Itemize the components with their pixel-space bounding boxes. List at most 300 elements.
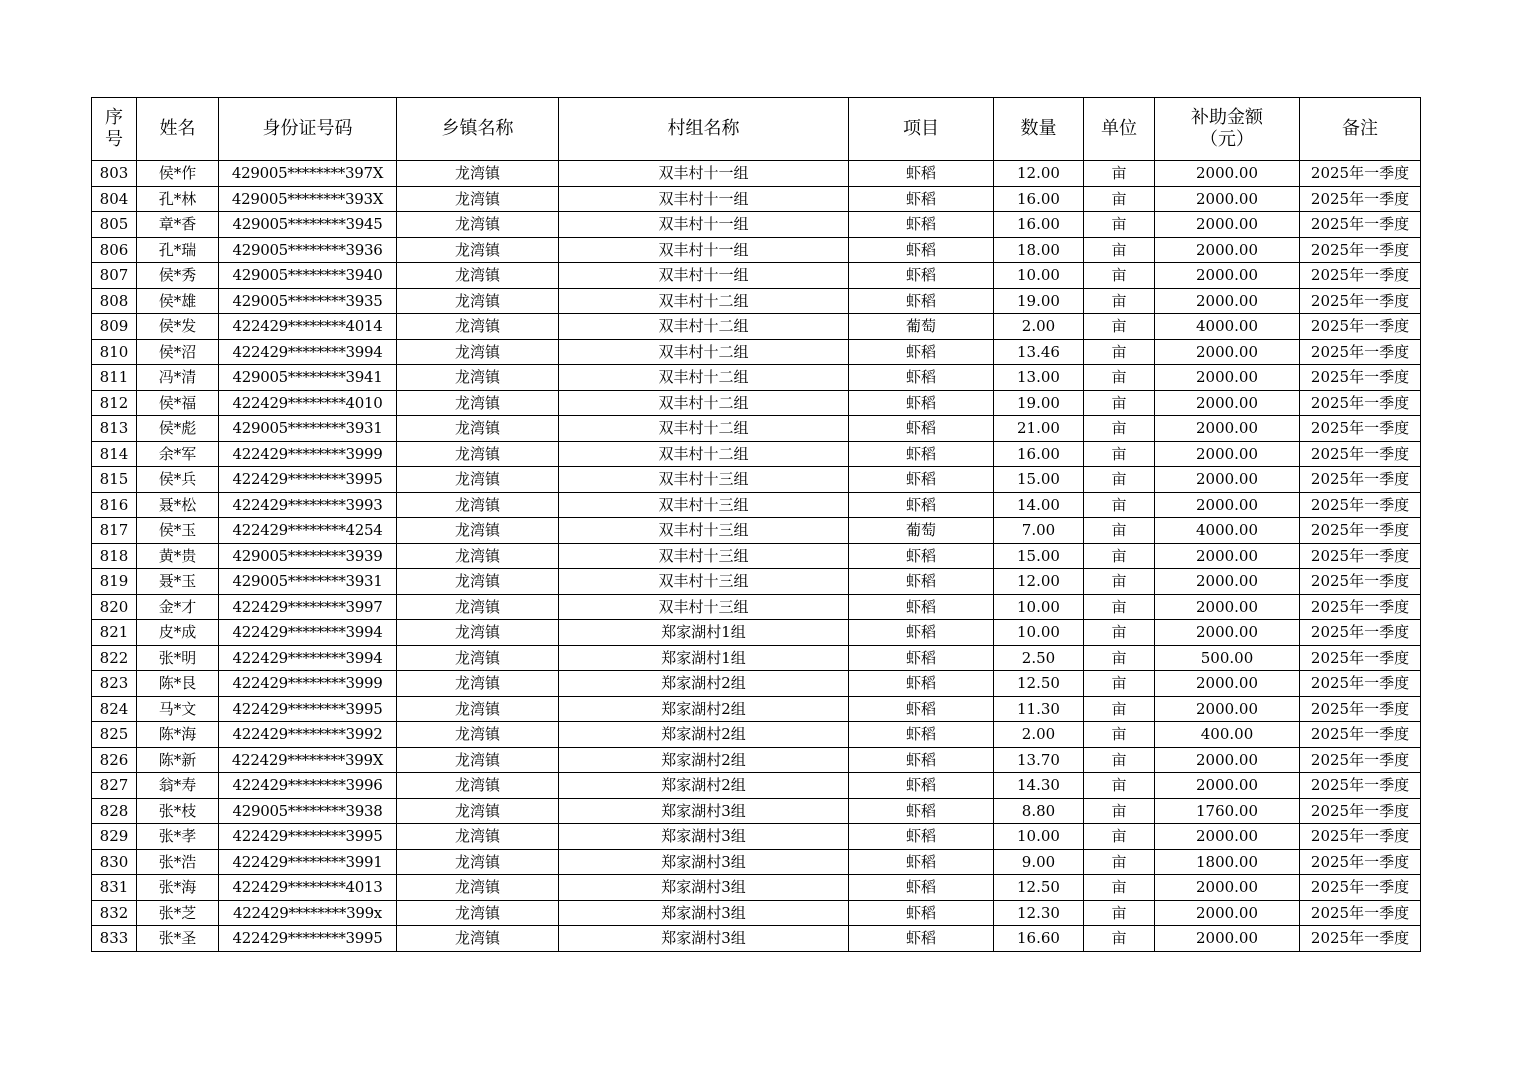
cell-amount: 2000.00 xyxy=(1155,212,1300,238)
cell-unit: 亩 xyxy=(1084,390,1155,416)
cell-town: 龙湾镇 xyxy=(397,314,559,340)
table-row xyxy=(92,492,1421,518)
cell-town: 龙湾镇 xyxy=(397,696,559,722)
cell-name: 聂*松 xyxy=(137,492,219,518)
cell-id-number: 422429********3995 xyxy=(219,824,397,850)
cell-amount: 2000.00 xyxy=(1155,237,1300,263)
cell-village-group: 双丰村十二组 xyxy=(559,288,849,314)
cell-id-number: 429005********3931 xyxy=(219,416,397,442)
cell-quantity: 16.00 xyxy=(994,212,1084,238)
cell-id-number: 422429********4010 xyxy=(219,390,397,416)
table-row xyxy=(92,620,1421,646)
cell-name: 张*海 xyxy=(137,875,219,901)
cell-village-group: 郑家湖村2组 xyxy=(559,773,849,799)
cell-name: 聂*玉 xyxy=(137,569,219,595)
cell-quantity: 10.00 xyxy=(994,620,1084,646)
cell-remark: 2025年一季度 xyxy=(1300,849,1421,875)
cell-quantity: 7.00 xyxy=(994,518,1084,544)
cell-seq: 812 xyxy=(92,390,137,416)
cell-project: 虾稻 xyxy=(849,773,994,799)
cell-amount: 2000.00 xyxy=(1155,620,1300,646)
cell-village-group: 郑家湖村3组 xyxy=(559,875,849,901)
cell-town: 龙湾镇 xyxy=(397,212,559,238)
cell-remark: 2025年一季度 xyxy=(1300,365,1421,391)
cell-town: 龙湾镇 xyxy=(397,620,559,646)
cell-name: 张*枝 xyxy=(137,798,219,824)
cell-project: 虾稻 xyxy=(849,161,994,187)
cell-village-group: 郑家湖村3组 xyxy=(559,900,849,926)
cell-unit: 亩 xyxy=(1084,416,1155,442)
cell-seq: 803 xyxy=(92,161,137,187)
table-row xyxy=(92,798,1421,824)
cell-village-group: 双丰村十一组 xyxy=(559,186,849,212)
cell-project: 虾稻 xyxy=(849,339,994,365)
table-row xyxy=(92,722,1421,748)
cell-seq: 814 xyxy=(92,441,137,467)
cell-amount: 2000.00 xyxy=(1155,161,1300,187)
cell-remark: 2025年一季度 xyxy=(1300,875,1421,901)
cell-project: 虾稻 xyxy=(849,288,994,314)
cell-quantity: 13.70 xyxy=(994,747,1084,773)
cell-seq: 820 xyxy=(92,594,137,620)
cell-name: 陈*海 xyxy=(137,722,219,748)
cell-seq: 816 xyxy=(92,492,137,518)
table-row xyxy=(92,645,1421,671)
cell-remark: 2025年一季度 xyxy=(1300,645,1421,671)
cell-name: 余*军 xyxy=(137,441,219,467)
cell-village-group: 双丰村十二组 xyxy=(559,390,849,416)
cell-village-group: 郑家湖村2组 xyxy=(559,671,849,697)
header-town: 乡镇名称 xyxy=(397,98,559,161)
cell-quantity: 10.00 xyxy=(994,263,1084,289)
cell-amount: 2000.00 xyxy=(1155,926,1300,952)
cell-town: 龙湾镇 xyxy=(397,492,559,518)
table-row xyxy=(92,875,1421,901)
cell-name: 侯*发 xyxy=(137,314,219,340)
cell-remark: 2025年一季度 xyxy=(1300,288,1421,314)
cell-name: 侯*作 xyxy=(137,161,219,187)
table-row xyxy=(92,288,1421,314)
cell-amount: 1800.00 xyxy=(1155,849,1300,875)
cell-name: 黄*贵 xyxy=(137,543,219,569)
table-row xyxy=(92,696,1421,722)
cell-id-number: 422429********3992 xyxy=(219,722,397,748)
cell-remark: 2025年一季度 xyxy=(1300,467,1421,493)
cell-village-group: 双丰村十二组 xyxy=(559,416,849,442)
cell-project: 葡萄 xyxy=(849,518,994,544)
cell-remark: 2025年一季度 xyxy=(1300,594,1421,620)
cell-unit: 亩 xyxy=(1084,441,1155,467)
cell-id-number: 429005********3940 xyxy=(219,263,397,289)
cell-id-number: 422429********3991 xyxy=(219,849,397,875)
subsidy-table xyxy=(91,97,1421,952)
cell-unit: 亩 xyxy=(1084,365,1155,391)
cell-name: 侯*沼 xyxy=(137,339,219,365)
cell-id-number: 422429********3997 xyxy=(219,594,397,620)
cell-id-number: 429005********3938 xyxy=(219,798,397,824)
cell-quantity: 14.30 xyxy=(994,773,1084,799)
cell-amount: 2000.00 xyxy=(1155,467,1300,493)
table-row xyxy=(92,518,1421,544)
cell-remark: 2025年一季度 xyxy=(1300,900,1421,926)
cell-id-number: 422429********3993 xyxy=(219,492,397,518)
table-row xyxy=(92,773,1421,799)
cell-amount: 2000.00 xyxy=(1155,824,1300,850)
cell-remark: 2025年一季度 xyxy=(1300,416,1421,442)
cell-quantity: 19.00 xyxy=(994,288,1084,314)
cell-project: 虾稻 xyxy=(849,365,994,391)
table-row xyxy=(92,161,1421,187)
cell-town: 龙湾镇 xyxy=(397,645,559,671)
cell-amount: 2000.00 xyxy=(1155,365,1300,391)
cell-project: 葡萄 xyxy=(849,314,994,340)
cell-amount: 2000.00 xyxy=(1155,671,1300,697)
cell-village-group: 双丰村十三组 xyxy=(559,467,849,493)
cell-project: 虾稻 xyxy=(849,875,994,901)
cell-amount: 400.00 xyxy=(1155,722,1300,748)
cell-seq: 818 xyxy=(92,543,137,569)
cell-unit: 亩 xyxy=(1084,696,1155,722)
cell-town: 龙湾镇 xyxy=(397,900,559,926)
table-row xyxy=(92,441,1421,467)
cell-seq: 813 xyxy=(92,416,137,442)
cell-quantity: 2.00 xyxy=(994,722,1084,748)
cell-seq: 828 xyxy=(92,798,137,824)
cell-village-group: 郑家湖村1组 xyxy=(559,620,849,646)
cell-seq: 830 xyxy=(92,849,137,875)
cell-quantity: 10.00 xyxy=(994,824,1084,850)
cell-town: 龙湾镇 xyxy=(397,467,559,493)
cell-name: 侯*兵 xyxy=(137,467,219,493)
table-row xyxy=(92,671,1421,697)
cell-id-number: 429005********3945 xyxy=(219,212,397,238)
cell-village-group: 双丰村十一组 xyxy=(559,237,849,263)
cell-amount: 2000.00 xyxy=(1155,747,1300,773)
cell-seq: 809 xyxy=(92,314,137,340)
cell-seq: 821 xyxy=(92,620,137,646)
header-unit: 单位 xyxy=(1084,98,1155,161)
cell-seq: 825 xyxy=(92,722,137,748)
cell-remark: 2025年一季度 xyxy=(1300,212,1421,238)
cell-town: 龙湾镇 xyxy=(397,747,559,773)
cell-amount: 2000.00 xyxy=(1155,543,1300,569)
cell-quantity: 12.30 xyxy=(994,900,1084,926)
cell-name: 孔*林 xyxy=(137,186,219,212)
table-row xyxy=(92,390,1421,416)
cell-town: 龙湾镇 xyxy=(397,543,559,569)
cell-village-group: 郑家湖村3组 xyxy=(559,849,849,875)
cell-id-number: 422429********4013 xyxy=(219,875,397,901)
cell-unit: 亩 xyxy=(1084,212,1155,238)
cell-name: 侯*秀 xyxy=(137,263,219,289)
cell-remark: 2025年一季度 xyxy=(1300,543,1421,569)
cell-remark: 2025年一季度 xyxy=(1300,620,1421,646)
cell-amount: 500.00 xyxy=(1155,645,1300,671)
cell-village-group: 双丰村十三组 xyxy=(559,518,849,544)
cell-unit: 亩 xyxy=(1084,926,1155,952)
cell-amount: 2000.00 xyxy=(1155,696,1300,722)
cell-id-number: 429005********3935 xyxy=(219,288,397,314)
cell-village-group: 郑家湖村3组 xyxy=(559,926,849,952)
cell-unit: 亩 xyxy=(1084,671,1155,697)
table-row xyxy=(92,467,1421,493)
cell-unit: 亩 xyxy=(1084,492,1155,518)
cell-quantity: 2.00 xyxy=(994,314,1084,340)
cell-quantity: 9.00 xyxy=(994,849,1084,875)
cell-unit: 亩 xyxy=(1084,543,1155,569)
cell-id-number: 422429********3999 xyxy=(219,441,397,467)
table-row xyxy=(92,849,1421,875)
cell-village-group: 双丰村十一组 xyxy=(559,161,849,187)
cell-village-group: 郑家湖村2组 xyxy=(559,722,849,748)
cell-project: 虾稻 xyxy=(849,926,994,952)
cell-name: 马*文 xyxy=(137,696,219,722)
cell-remark: 2025年一季度 xyxy=(1300,441,1421,467)
cell-quantity: 8.80 xyxy=(994,798,1084,824)
cell-id-number: 422429********3999 xyxy=(219,671,397,697)
cell-name: 张*圣 xyxy=(137,926,219,952)
cell-seq: 831 xyxy=(92,875,137,901)
cell-project: 虾稻 xyxy=(849,594,994,620)
cell-unit: 亩 xyxy=(1084,467,1155,493)
cell-quantity: 21.00 xyxy=(994,416,1084,442)
cell-project: 虾稻 xyxy=(849,543,994,569)
cell-name: 陈*新 xyxy=(137,747,219,773)
cell-unit: 亩 xyxy=(1084,288,1155,314)
cell-amount: 2000.00 xyxy=(1155,288,1300,314)
cell-id-number: 422429********399X xyxy=(219,747,397,773)
cell-unit: 亩 xyxy=(1084,620,1155,646)
cell-remark: 2025年一季度 xyxy=(1300,722,1421,748)
cell-project: 虾稻 xyxy=(849,900,994,926)
cell-seq: 822 xyxy=(92,645,137,671)
table-row xyxy=(92,926,1421,952)
cell-town: 龙湾镇 xyxy=(397,926,559,952)
cell-id-number: 429005********3931 xyxy=(219,569,397,595)
cell-unit: 亩 xyxy=(1084,645,1155,671)
cell-project: 虾稻 xyxy=(849,441,994,467)
header-remark: 备注 xyxy=(1300,98,1421,161)
cell-remark: 2025年一季度 xyxy=(1300,824,1421,850)
cell-quantity: 12.00 xyxy=(994,569,1084,595)
table-row xyxy=(92,900,1421,926)
cell-seq: 806 xyxy=(92,237,137,263)
cell-amount: 4000.00 xyxy=(1155,518,1300,544)
cell-unit: 亩 xyxy=(1084,798,1155,824)
cell-village-group: 双丰村十二组 xyxy=(559,441,849,467)
cell-town: 龙湾镇 xyxy=(397,569,559,595)
cell-unit: 亩 xyxy=(1084,722,1155,748)
cell-town: 龙湾镇 xyxy=(397,875,559,901)
cell-remark: 2025年一季度 xyxy=(1300,747,1421,773)
cell-name: 张*孝 xyxy=(137,824,219,850)
cell-town: 龙湾镇 xyxy=(397,798,559,824)
cell-project: 虾稻 xyxy=(849,671,994,697)
cell-remark: 2025年一季度 xyxy=(1300,773,1421,799)
cell-town: 龙湾镇 xyxy=(397,849,559,875)
table-row xyxy=(92,186,1421,212)
cell-quantity: 15.00 xyxy=(994,543,1084,569)
table-row xyxy=(92,824,1421,850)
cell-id-number: 429005********3936 xyxy=(219,237,397,263)
cell-town: 龙湾镇 xyxy=(397,339,559,365)
cell-town: 龙湾镇 xyxy=(397,390,559,416)
cell-project: 虾稻 xyxy=(849,645,994,671)
table-row xyxy=(92,543,1421,569)
cell-remark: 2025年一季度 xyxy=(1300,798,1421,824)
cell-quantity: 13.46 xyxy=(994,339,1084,365)
cell-amount: 2000.00 xyxy=(1155,492,1300,518)
cell-project: 虾稻 xyxy=(849,824,994,850)
cell-remark: 2025年一季度 xyxy=(1300,314,1421,340)
cell-seq: 833 xyxy=(92,926,137,952)
table-row xyxy=(92,314,1421,340)
cell-name: 张*浩 xyxy=(137,849,219,875)
cell-unit: 亩 xyxy=(1084,747,1155,773)
table-row xyxy=(92,594,1421,620)
cell-quantity: 16.60 xyxy=(994,926,1084,952)
cell-town: 龙湾镇 xyxy=(397,161,559,187)
cell-amount: 1760.00 xyxy=(1155,798,1300,824)
cell-amount: 2000.00 xyxy=(1155,339,1300,365)
cell-remark: 2025年一季度 xyxy=(1300,263,1421,289)
cell-amount: 2000.00 xyxy=(1155,186,1300,212)
table-row xyxy=(92,569,1421,595)
cell-project: 虾稻 xyxy=(849,212,994,238)
cell-project: 虾稻 xyxy=(849,747,994,773)
cell-id-number: 422429********3995 xyxy=(219,926,397,952)
cell-remark: 2025年一季度 xyxy=(1300,237,1421,263)
header-amount: 补助金额 （元） xyxy=(1155,98,1300,161)
table-row xyxy=(92,339,1421,365)
cell-name: 侯*彪 xyxy=(137,416,219,442)
cell-name: 陈*艮 xyxy=(137,671,219,697)
cell-project: 虾稻 xyxy=(849,390,994,416)
cell-town: 龙湾镇 xyxy=(397,263,559,289)
cell-quantity: 12.50 xyxy=(994,671,1084,697)
cell-amount: 4000.00 xyxy=(1155,314,1300,340)
cell-id-number: 429005********397X xyxy=(219,161,397,187)
cell-seq: 807 xyxy=(92,263,137,289)
cell-seq: 827 xyxy=(92,773,137,799)
cell-id-number: 422429********3996 xyxy=(219,773,397,799)
cell-project: 虾稻 xyxy=(849,798,994,824)
cell-village-group: 郑家湖村2组 xyxy=(559,696,849,722)
cell-seq: 819 xyxy=(92,569,137,595)
cell-town: 龙湾镇 xyxy=(397,365,559,391)
cell-village-group: 双丰村十一组 xyxy=(559,263,849,289)
cell-seq: 826 xyxy=(92,747,137,773)
cell-remark: 2025年一季度 xyxy=(1300,161,1421,187)
cell-seq: 832 xyxy=(92,900,137,926)
cell-town: 龙湾镇 xyxy=(397,722,559,748)
header-quantity: 数量 xyxy=(994,98,1084,161)
cell-project: 虾稻 xyxy=(849,467,994,493)
cell-name: 翁*寿 xyxy=(137,773,219,799)
cell-id-number: 422429********3994 xyxy=(219,620,397,646)
cell-unit: 亩 xyxy=(1084,824,1155,850)
cell-project: 虾稻 xyxy=(849,569,994,595)
header-village-group: 村组名称 xyxy=(559,98,849,161)
cell-seq: 810 xyxy=(92,339,137,365)
cell-town: 龙湾镇 xyxy=(397,237,559,263)
cell-id-number: 422429********3994 xyxy=(219,339,397,365)
cell-remark: 2025年一季度 xyxy=(1300,671,1421,697)
cell-name: 张*明 xyxy=(137,645,219,671)
cell-unit: 亩 xyxy=(1084,186,1155,212)
cell-unit: 亩 xyxy=(1084,518,1155,544)
cell-id-number: 422429********4254 xyxy=(219,518,397,544)
cell-quantity: 12.00 xyxy=(994,161,1084,187)
cell-name: 侯*雄 xyxy=(137,288,219,314)
cell-remark: 2025年一季度 xyxy=(1300,926,1421,952)
cell-name: 孔*瑞 xyxy=(137,237,219,263)
cell-project: 虾稻 xyxy=(849,620,994,646)
cell-name: 冯*清 xyxy=(137,365,219,391)
table-row xyxy=(92,237,1421,263)
header-row xyxy=(92,98,1421,161)
cell-id-number: 422429********3995 xyxy=(219,467,397,493)
cell-seq: 805 xyxy=(92,212,137,238)
cell-village-group: 双丰村十三组 xyxy=(559,569,849,595)
cell-unit: 亩 xyxy=(1084,339,1155,365)
cell-remark: 2025年一季度 xyxy=(1300,339,1421,365)
header-id-number: 身份证号码 xyxy=(219,98,397,161)
cell-remark: 2025年一季度 xyxy=(1300,492,1421,518)
cell-amount: 2000.00 xyxy=(1155,569,1300,595)
cell-unit: 亩 xyxy=(1084,875,1155,901)
cell-quantity: 14.00 xyxy=(994,492,1084,518)
table-row xyxy=(92,365,1421,391)
cell-quantity: 13.00 xyxy=(994,365,1084,391)
cell-seq: 808 xyxy=(92,288,137,314)
cell-town: 龙湾镇 xyxy=(397,671,559,697)
cell-id-number: 422429********4014 xyxy=(219,314,397,340)
cell-project: 虾稻 xyxy=(849,849,994,875)
cell-quantity: 16.00 xyxy=(994,186,1084,212)
header-seq: 序 号 xyxy=(92,98,137,161)
cell-amount: 2000.00 xyxy=(1155,441,1300,467)
cell-id-number: 422429********3995 xyxy=(219,696,397,722)
cell-unit: 亩 xyxy=(1084,263,1155,289)
cell-seq: 824 xyxy=(92,696,137,722)
cell-unit: 亩 xyxy=(1084,237,1155,263)
cell-amount: 2000.00 xyxy=(1155,390,1300,416)
cell-name: 章*香 xyxy=(137,212,219,238)
cell-quantity: 15.00 xyxy=(994,467,1084,493)
cell-town: 龙湾镇 xyxy=(397,416,559,442)
cell-id-number: 429005********393X xyxy=(219,186,397,212)
cell-project: 虾稻 xyxy=(849,237,994,263)
cell-town: 龙湾镇 xyxy=(397,773,559,799)
cell-seq: 804 xyxy=(92,186,137,212)
cell-village-group: 双丰村十二组 xyxy=(559,314,849,340)
cell-name: 金*才 xyxy=(137,594,219,620)
cell-amount: 2000.00 xyxy=(1155,875,1300,901)
cell-quantity: 11.30 xyxy=(994,696,1084,722)
cell-quantity: 16.00 xyxy=(994,441,1084,467)
cell-town: 龙湾镇 xyxy=(397,441,559,467)
cell-town: 龙湾镇 xyxy=(397,518,559,544)
table-row xyxy=(92,263,1421,289)
cell-village-group: 双丰村十三组 xyxy=(559,492,849,518)
cell-unit: 亩 xyxy=(1084,314,1155,340)
cell-village-group: 郑家湖村3组 xyxy=(559,824,849,850)
cell-amount: 2000.00 xyxy=(1155,773,1300,799)
cell-town: 龙湾镇 xyxy=(397,824,559,850)
table-row xyxy=(92,212,1421,238)
cell-village-group: 双丰村十一组 xyxy=(559,212,849,238)
